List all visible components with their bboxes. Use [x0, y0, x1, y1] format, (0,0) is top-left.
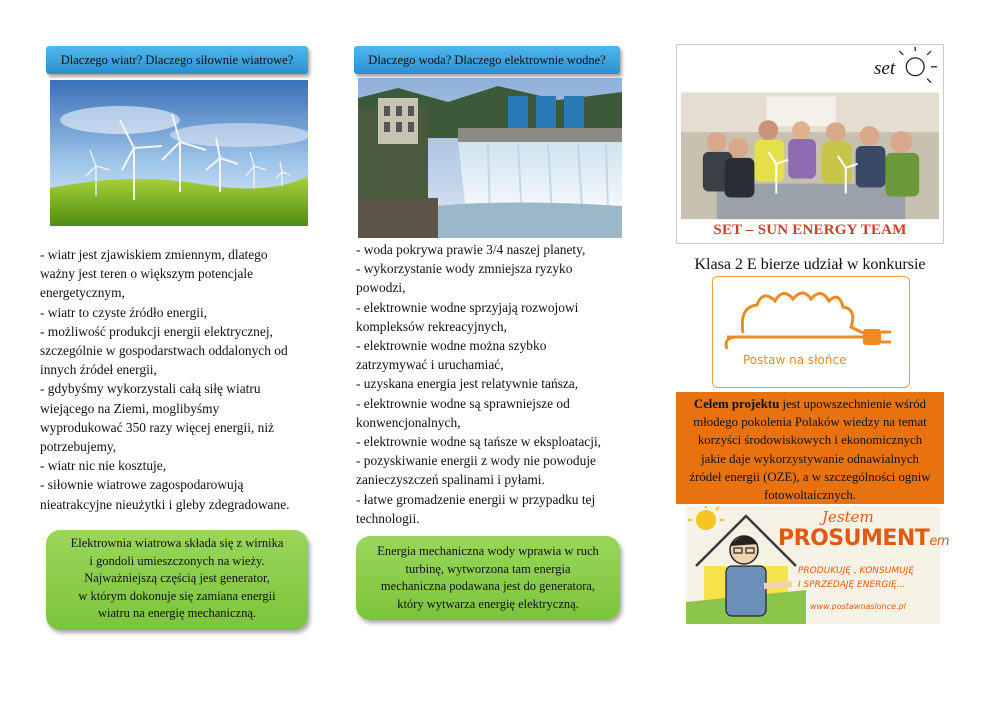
text-line: innych źródeł energii,: [40, 362, 157, 378]
text-line: - wiatr jest zjawiskiem zmiennym, dlatego: [40, 247, 268, 262]
text-line: mechaniczna podawana jest do generatora,: [380, 579, 596, 594]
prosument-main: PROSUMENT: [778, 526, 930, 551]
text-line: energetycznym,: [40, 285, 125, 301]
text-line: zatrzymywać i uruchamiać,: [356, 357, 504, 373]
text-line: - wykorzystanie wody zmniejsza ryzyko: [356, 261, 573, 277]
prosument-tagline-2: I SPRZEDAJĘ ENERGIĘ...: [798, 580, 906, 590]
text-line: zanieczyszczeń spalinami i pyłami.: [356, 472, 545, 488]
prosument-suffix: em: [929, 534, 949, 549]
text-line: - elektrownie wodne sprzyjają rozwojowi: [356, 299, 579, 315]
team-title: SET – SUN ENERGY TEAM: [713, 222, 907, 238]
set-logo-text: set: [874, 58, 896, 79]
wind-turbines-photo: [50, 80, 308, 226]
contest-logo-text: Postaw na słońce: [743, 353, 847, 367]
plug-cable-icon: [713, 277, 911, 389]
text-line: turbinę, wytworzona tam energia: [405, 561, 571, 576]
text-line: w którym dokonuje się zamiana energii: [78, 588, 276, 603]
text-line: - łatwe gromadzenie energii w przypadku tej: [356, 491, 596, 507]
text-line: - siłownie wiatrowe zagospodarowują: [40, 477, 244, 493]
text-line: i gondoli umieszczonych na wieży.: [89, 553, 265, 568]
text-line: źródeł energii (OZE), a w szczególności ogniw: [689, 469, 931, 484]
text-line: Najważniejszą częścią jest generator,: [84, 571, 270, 586]
water-heading: Dlaczego woda? Dlaczego elektrownie wodne?: [354, 46, 620, 74]
contest-logo: [712, 276, 910, 388]
text-line: - uzyskana energia jest relatywnie tańsza,: [356, 376, 579, 392]
class-participation-text: Klasa 2 E bierze udział w konkursie: [694, 256, 926, 273]
text-line: który wytwarza energię elektryczną.: [397, 596, 579, 611]
text-line: szczególnie w gospodarstwach oddalonych od: [40, 343, 288, 359]
text-line: kompleksów rekreacyjnych,: [356, 318, 507, 334]
hydro-dam-photo: [358, 78, 622, 238]
text-line: - elektrownie wodne są sprawniejsze od: [356, 395, 570, 411]
prosument-title: [778, 526, 949, 551]
text-line: wiejącego na Ziemi, moglibyśmy: [40, 400, 220, 416]
team-photo: [676, 44, 944, 244]
text-line: konwencjonalnych,: [356, 414, 461, 430]
prosument-poster: [686, 506, 949, 624]
project-goal-box: [676, 392, 944, 504]
text-line: - gdybyśmy wykorzystali całą siłę wiatru: [40, 381, 261, 397]
text-line: ważny jest teren o większym potencjale: [40, 266, 254, 282]
text-line: [676, 395, 944, 413]
text-line: korzyści środowiskowych i ekonomicznych: [697, 433, 923, 448]
text-line: - wiatr nic nie kosztuje,: [40, 458, 167, 474]
text-line: młodego pokolenia Polaków wiedzy na temat: [693, 415, 927, 430]
text-line: - pozyskiwanie energii z wody nie powoduje: [356, 453, 596, 469]
text-line: nieatrakcyjne nieużytki i gleby zdegradowane.: [40, 496, 290, 512]
prosument-jestem: Jestem: [822, 508, 874, 526]
text-line: Elektrownia wiatrowa składa się z wirnika: [70, 536, 284, 550]
text-line: wyprodukować 350 razy więcej energii, niż: [40, 419, 275, 435]
text-line: - wiatr to czyste źródło energii,: [40, 304, 208, 320]
wind-benefits-list: [40, 245, 289, 514]
text-line: technologii.: [356, 510, 420, 526]
text-line: jakie daje wykorzystywanie odnawialnych: [701, 451, 919, 466]
text-line: wiatru na energię mechaniczną.: [97, 606, 257, 621]
text-line: potrzebujemy,: [40, 439, 117, 455]
project-goal-bold: Celem projektu: [693, 397, 780, 411]
text-line: - możliwość produkcji energii elektrycznej,: [40, 323, 273, 339]
project-goal-rest: jest upowszechnienie wśród: [779, 397, 927, 411]
water-benefits-list: [356, 240, 601, 528]
wind-info-box: [46, 530, 308, 630]
prosument-url: www.postawnaslonce.pl: [810, 602, 906, 611]
text-line: - woda pokrywa prawie 3/4 naszej planety,: [356, 242, 586, 257]
text-line: fotowoltaicznych.: [763, 488, 857, 503]
water-info-box: [356, 536, 620, 620]
text-line: - elektrownie wodne można szybko: [356, 338, 547, 354]
text-line: powodzi,: [356, 280, 406, 296]
text-line: Energia mechaniczna wody wprawia w ruch: [377, 544, 599, 558]
text-line: - elektrownie wodne są tańsze w eksploatacji,: [356, 434, 602, 450]
prosument-tagline-1: PRODUKUJĘ , KONSUMUJĘ: [798, 566, 915, 576]
wind-heading: Dlaczego wiatr? Dlaczego siłownie wiatrowe?: [46, 46, 308, 74]
